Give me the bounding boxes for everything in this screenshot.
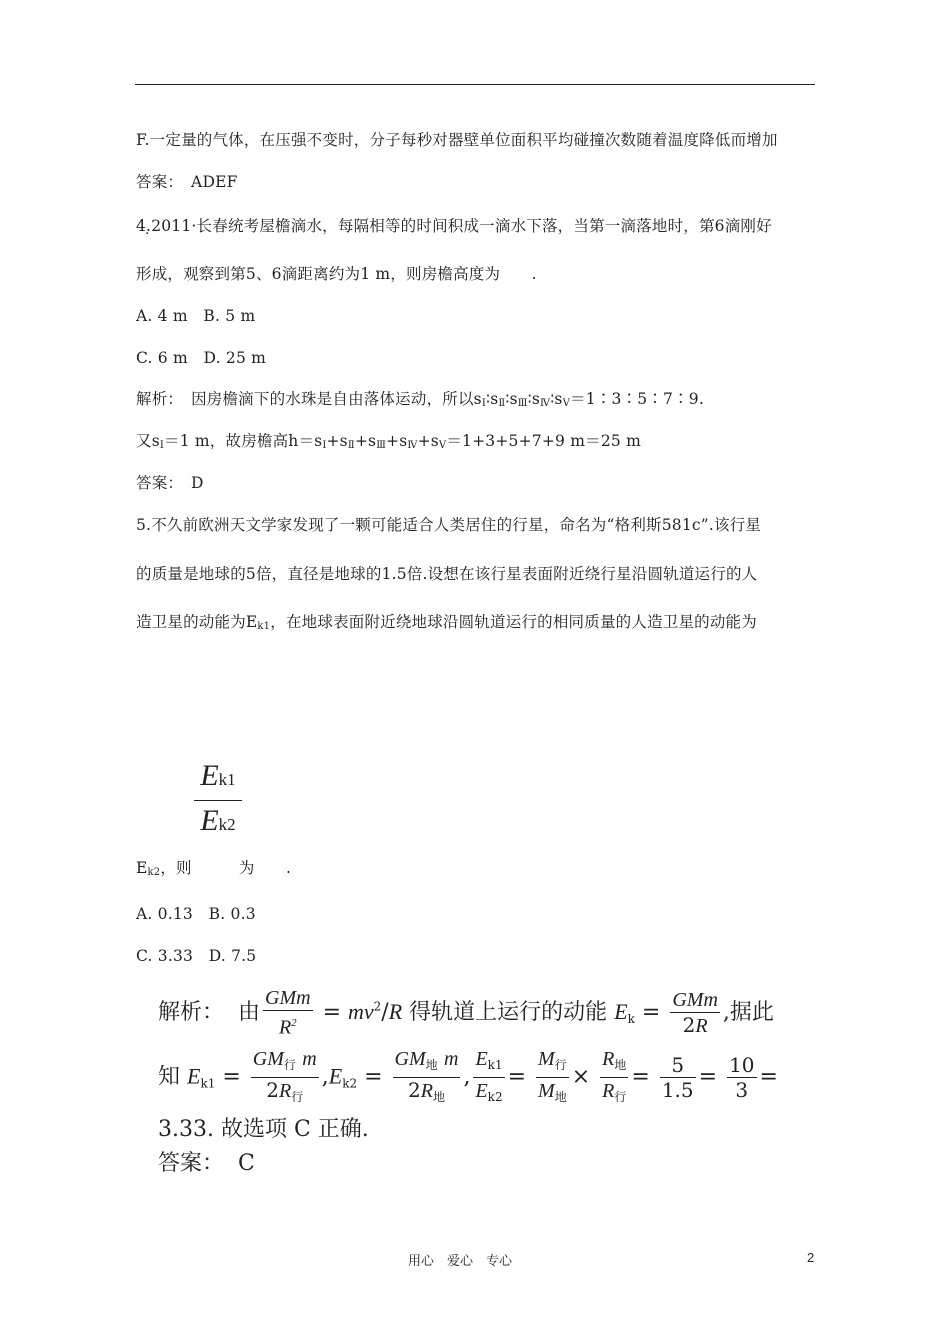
q5-analysis-line2: 知 Ek1 = $GM_行$ m $2R_行$ ,Ek2 = $GM_地$ m $2R_地$ , $\frac{E_{k1}}{E_{k2}}$ = $M_行$ $M_地$ × $R_地$ $R_行$ = $\frac{5}{1.5}$ = $\frac{10}{3}$ =	[158, 1046, 778, 1109]
q4-analysis-line1: 解析： 因房檐滴下的水珠是自由落体运动，所以$s_Ⅰ∶s_Ⅱ∶s_Ⅲ∶s_Ⅳ∶s_Ⅴ=1∶3∶5∶7∶9$.	[136, 390, 704, 409]
ek-ratio-fraction: Ek1 Ek2	[190, 758, 246, 843]
answer-q3: 答案： ADEF	[136, 173, 238, 191]
q5-options-cd: C. 3.33 D. 7.5	[136, 947, 257, 965]
footer-slogan: 用心 爱心 专心	[408, 1254, 513, 1269]
answer-q5: 答案： C	[158, 1151, 255, 1176]
analysis-label: 解析：	[136, 390, 176, 408]
q5-analysis-line1: 解析： 由 GMm $R^2$ = $mv^2/R$ 得轨道上运行的动能 Ek = GMm 2R ,据此	[158, 987, 774, 1039]
q4-options-ab: A. 4 m B. 5 m	[136, 307, 256, 325]
q5-line2: 的质量是地球的5倍，直径是地球的1.5倍.设想在该行星表面附近绕行星沿圆轨道运行的人	[136, 565, 758, 583]
option-f: F.一定量的气体，在压强不变时，分子每秒对器壁单位面积平均碰撞次数随着温度降低而增加	[136, 131, 778, 149]
q4-line1: 4.̣2011·长春统考屋檐滴水，每隔相等的时间积成一滴水下落，当第一滴落地时，第6滴刚好	[136, 217, 772, 235]
q4-line2: 形成，观察到第5、6滴距离约为1 m，则房檐高度为 .	[136, 265, 537, 283]
q4-analysis-line2: 又$s_Ⅰ=1$ m，故房檐高$h=s_Ⅰ+s_Ⅱ+s_Ⅲ+s_Ⅳ+s_Ⅴ=1+3+5+7+9$ m＝25 m	[136, 432, 641, 451]
page-number: 2	[807, 1250, 815, 1265]
q5-line4: $E_{k2}$，则 为 .	[136, 859, 292, 878]
q5-analysis-result: 3.33. 故选项 C 正确.	[158, 1117, 369, 1142]
header-rule	[135, 84, 815, 85]
answer-q4: 答案： D	[136, 474, 204, 492]
q5-line3: 造卫星的动能为$E_{k1}$，在地球表面附近绕地球沿圆轨道运行的相同质量的人造卫星的动能为	[136, 613, 757, 632]
q5-options-ab: A. 0.13 B. 0.3	[136, 905, 256, 923]
q5-line1: 5.不久前欧洲天文学家发现了一颗可能适合人类居住的行星，命名为“格利斯581c”.该行星	[136, 516, 762, 534]
q4-options-cd: C. 6 m D. 25 m	[136, 349, 267, 367]
